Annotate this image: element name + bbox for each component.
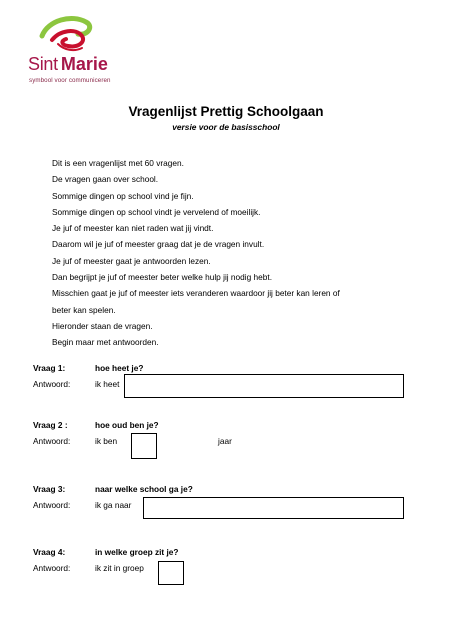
logo-tagline: symbool voor communiceren xyxy=(29,77,111,84)
answer-2-suffix: jaar xyxy=(218,436,232,446)
question-3-label: Vraag 3: xyxy=(33,484,66,494)
question-3-text: naar welke school ga je? xyxy=(95,484,193,494)
answer-1-label: Antwoord: xyxy=(33,379,71,389)
logo-wordmark xyxy=(28,54,108,75)
page-title: Vragenlijst Prettig Schoolgaan xyxy=(128,104,324,119)
page-subtitle: versie voor de basisschool xyxy=(172,122,280,132)
name-answer-field[interactable] xyxy=(124,374,404,398)
intro-line: Misschien gaat je juf of meester iets veranderen waardoor jij beter kan leren of xyxy=(52,288,340,299)
intro-line: Sommige dingen op school vindt je vervelend of moeilijk. xyxy=(52,206,261,217)
logo-name-sint: Sint xyxy=(28,54,58,74)
intro-line: Sommige dingen op school vind je fijn. xyxy=(52,190,194,201)
age-answer-field[interactable] xyxy=(131,433,157,459)
question-4-label: Vraag 4: xyxy=(33,547,66,557)
answer-4-prefix: ik zit in groep xyxy=(95,563,144,573)
intro-line: Daarom wil je juf of meester graag dat je de vragen invult. xyxy=(52,239,265,250)
intro-text xyxy=(52,155,392,351)
question-2-text: hoe oud ben je? xyxy=(95,420,159,430)
answer-2-prefix: ik ben xyxy=(95,436,118,446)
answer-3-label: Antwoord: xyxy=(33,500,71,510)
question-1-text: hoe heet je? xyxy=(95,363,144,373)
answer-4-label: Antwoord: xyxy=(33,563,71,573)
intro-line: Je juf of meester gaat je antwoorden lezen. xyxy=(52,255,211,266)
intro-line: Hieronder staan de vragen. xyxy=(52,320,153,331)
intro-line: Dan begrijpt je juf of meester beter welke hulp jij nodig hebt. xyxy=(52,272,272,283)
question-4-text: in welke groep zit je? xyxy=(95,547,179,557)
answer-2-label: Antwoord: xyxy=(33,436,71,446)
answer-3-prefix: ik ga naar xyxy=(95,500,132,510)
logo-swirl-icon xyxy=(38,14,96,54)
school-answer-field[interactable] xyxy=(143,497,404,519)
sint-marie-logo xyxy=(26,14,136,86)
intro-line: beter kan spelen. xyxy=(52,304,116,315)
question-1-label: Vraag 1: xyxy=(33,363,66,373)
intro-line: Dit is een vragenlijst met 60 vragen. xyxy=(52,158,184,168)
intro-line: De vragen gaan over school. xyxy=(52,174,159,185)
answer-1-prefix: ik heet xyxy=(95,379,120,389)
group-answer-field[interactable] xyxy=(158,561,184,585)
intro-line: Begin maar met antwoorden. xyxy=(52,337,159,348)
intro-line: Je juf of meester kan niet raden wat jij vindt. xyxy=(52,223,214,234)
logo-name-marie: Marie xyxy=(60,54,108,74)
question-2-label: Vraag 2 : xyxy=(33,420,68,430)
